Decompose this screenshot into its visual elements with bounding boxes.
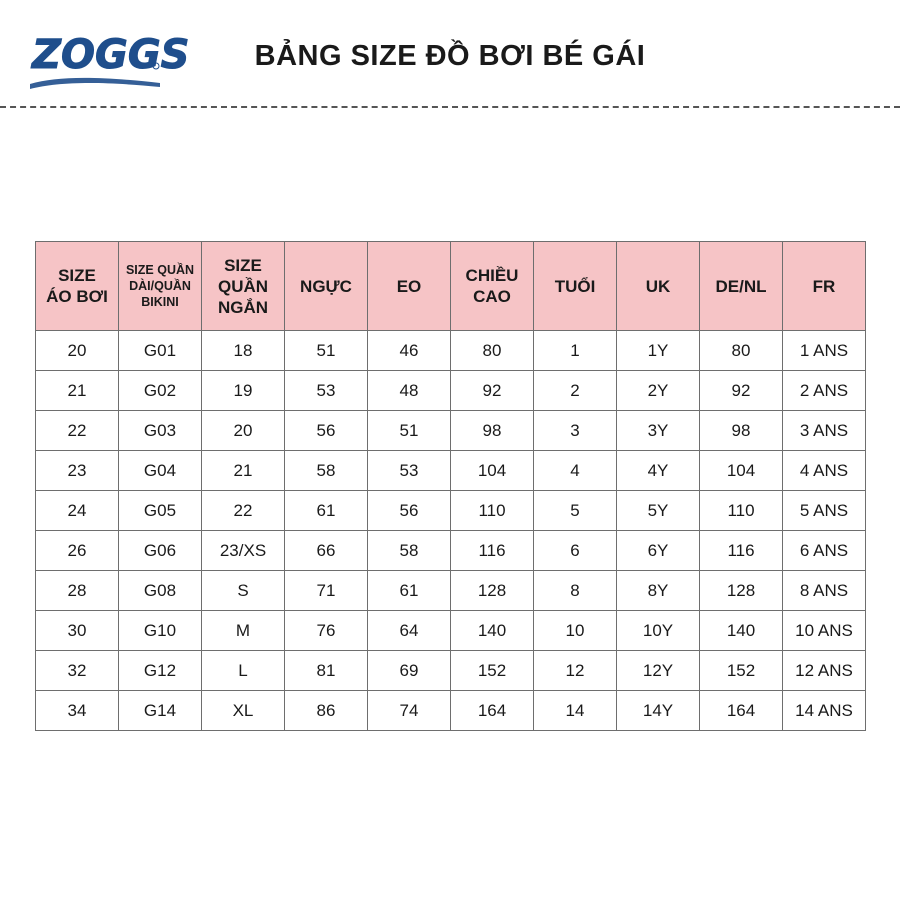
- table-row: [36, 691, 866, 731]
- table-row: [36, 571, 866, 611]
- column-header-line: DÀI/QUẦN: [129, 279, 191, 293]
- table-cell: 22: [202, 491, 285, 531]
- table-cell: 116: [451, 531, 534, 571]
- table-cell: 10: [534, 611, 617, 651]
- table-cell: G14: [119, 691, 202, 731]
- column-header: [119, 242, 202, 331]
- table-cell: 140: [700, 611, 783, 651]
- table-cell: G01: [119, 331, 202, 371]
- table-cell: 56: [285, 411, 368, 451]
- table-cell: 61: [285, 491, 368, 531]
- table-cell: G04: [119, 451, 202, 491]
- table-cell: 24: [36, 491, 119, 531]
- table-cell: 140: [451, 611, 534, 651]
- table-cell: 98: [451, 411, 534, 451]
- table-cell: 6: [534, 531, 617, 571]
- table-cell: 110: [451, 491, 534, 531]
- column-header: [783, 242, 866, 331]
- column-header-line: SIZE: [58, 266, 96, 285]
- table-cell: 12: [534, 651, 617, 691]
- table-row: [36, 531, 866, 571]
- logo-wordmark: ZOGGS: [32, 32, 190, 78]
- column-header-line: CHIỀU: [465, 266, 519, 285]
- table-cell: G02: [119, 371, 202, 411]
- table-cell: G08: [119, 571, 202, 611]
- table-cell: 86: [285, 691, 368, 731]
- table-cell: 92: [700, 371, 783, 411]
- column-header-line: DE/NL: [715, 276, 767, 296]
- table-cell: 81: [285, 651, 368, 691]
- table-header-row: [36, 242, 866, 331]
- column-header: [368, 242, 451, 331]
- table-cell: 104: [451, 451, 534, 491]
- table-cell: 3 ANS: [783, 411, 866, 451]
- table-cell: 128: [451, 571, 534, 611]
- page-title: BẢNG SIZE ĐỒ BƠI BÉ GÁI: [254, 40, 646, 72]
- table-cell: 23: [36, 451, 119, 491]
- table-cell: 8: [534, 571, 617, 611]
- table-cell: 53: [368, 451, 451, 491]
- column-header-line: FR: [812, 276, 836, 296]
- column-header-line: NGẮN: [217, 297, 269, 317]
- table-cell: 1: [534, 331, 617, 371]
- column-header-line: CAO: [473, 287, 511, 306]
- table-cell: 4Y: [617, 451, 700, 491]
- column-header: [451, 242, 534, 331]
- column-header: [36, 242, 119, 331]
- column-header: [617, 242, 700, 331]
- table-cell: G12: [119, 651, 202, 691]
- table-cell: G05: [119, 491, 202, 531]
- table-cell: 12Y: [617, 651, 700, 691]
- table-cell: 76: [285, 611, 368, 651]
- table-row: [36, 451, 866, 491]
- table-cell: 51: [285, 331, 368, 371]
- table-cell: 34: [36, 691, 119, 731]
- table-cell: 21: [36, 371, 119, 411]
- table-cell: 128: [700, 571, 783, 611]
- table-cell: 23/XS: [202, 531, 285, 571]
- table-cell: M: [202, 611, 285, 651]
- table-cell: 104: [700, 451, 783, 491]
- table-cell: 53: [285, 371, 368, 411]
- column-header-line: SIZE QUẦN: [125, 263, 195, 277]
- table-row: [36, 371, 866, 411]
- table-cell: 51: [368, 411, 451, 451]
- table-row: [36, 491, 866, 531]
- table-cell: 10 ANS: [783, 611, 866, 651]
- table-cell: G06: [119, 531, 202, 571]
- table-cell: 4 ANS: [783, 451, 866, 491]
- table-cell: 12 ANS: [783, 651, 866, 691]
- table-cell: 5 ANS: [783, 491, 866, 531]
- table-cell: 2: [534, 371, 617, 411]
- table-cell: 110: [700, 491, 783, 531]
- table-cell: 32: [36, 651, 119, 691]
- table-cell: 116: [700, 531, 783, 571]
- table-cell: 58: [285, 451, 368, 491]
- table-cell: 6Y: [617, 531, 700, 571]
- column-header-line: NGỰC: [300, 276, 352, 296]
- table-row: [36, 611, 866, 651]
- table-row: [36, 651, 866, 691]
- zoggs-logo-graphic: [28, 26, 190, 92]
- table-cell: 1Y: [617, 331, 700, 371]
- table-cell: 5Y: [617, 491, 700, 531]
- table-cell: 10Y: [617, 611, 700, 651]
- table-cell: 26: [36, 531, 119, 571]
- table-cell: 71: [285, 571, 368, 611]
- table-cell: 69: [368, 651, 451, 691]
- size-chart-table: [35, 241, 866, 731]
- table-cell: 164: [451, 691, 534, 731]
- table-cell: 74: [368, 691, 451, 731]
- column-header-line: SIZE: [224, 255, 262, 275]
- table-cell: 64: [368, 611, 451, 651]
- table-cell: 6 ANS: [783, 531, 866, 571]
- table-cell: 164: [700, 691, 783, 731]
- table-cell: 56: [368, 491, 451, 531]
- table-row: [36, 331, 866, 371]
- table-cell: 46: [368, 331, 451, 371]
- table-cell: 14: [534, 691, 617, 731]
- table-cell: 8 ANS: [783, 571, 866, 611]
- table-cell: 1 ANS: [783, 331, 866, 371]
- table-cell: 2Y: [617, 371, 700, 411]
- table-cell: 3: [534, 411, 617, 451]
- table-cell: XL: [202, 691, 285, 731]
- table-cell: 66: [285, 531, 368, 571]
- table-cell: 2 ANS: [783, 371, 866, 411]
- table-cell: 58: [368, 531, 451, 571]
- table-cell: G03: [119, 411, 202, 451]
- table-cell: 92: [451, 371, 534, 411]
- table-row: [36, 411, 866, 451]
- table-cell: S: [202, 571, 285, 611]
- column-header: [700, 242, 783, 331]
- table-cell: 152: [700, 651, 783, 691]
- table-cell: 21: [202, 451, 285, 491]
- table-cell: 98: [700, 411, 783, 451]
- table-cell: 28: [36, 571, 119, 611]
- column-header: [285, 242, 368, 331]
- column-header-line: QUẦN: [217, 276, 269, 296]
- table-body: [36, 331, 866, 731]
- table-cell: 19: [202, 371, 285, 411]
- table-cell: 5: [534, 491, 617, 531]
- zoggs-logo: [28, 26, 190, 92]
- table-cell: 14Y: [617, 691, 700, 731]
- column-header-line: UK: [645, 276, 671, 296]
- table-cell: 61: [368, 571, 451, 611]
- column-header-line: TUỔI: [554, 276, 596, 296]
- table-cell: 80: [700, 331, 783, 371]
- table-cell: 18: [202, 331, 285, 371]
- column-header: [534, 242, 617, 331]
- table-cell: 20: [202, 411, 285, 451]
- table-cell: 22: [36, 411, 119, 451]
- table-cell: 20: [36, 331, 119, 371]
- dashed-divider: [0, 106, 900, 108]
- table-cell: 48: [368, 371, 451, 411]
- column-header-line: EO: [396, 276, 422, 296]
- table-cell: 4: [534, 451, 617, 491]
- table-cell: 8Y: [617, 571, 700, 611]
- table-cell: L: [202, 651, 285, 691]
- table-cell: 14 ANS: [783, 691, 866, 731]
- column-header: [202, 242, 285, 331]
- table-cell: G10: [119, 611, 202, 651]
- table-cell: 152: [451, 651, 534, 691]
- table-cell: 30: [36, 611, 119, 651]
- column-header-line: BIKINI: [141, 295, 179, 309]
- column-header-line: ÁO BƠI: [46, 287, 108, 306]
- table-cell: 80: [451, 331, 534, 371]
- table-cell: 3Y: [617, 411, 700, 451]
